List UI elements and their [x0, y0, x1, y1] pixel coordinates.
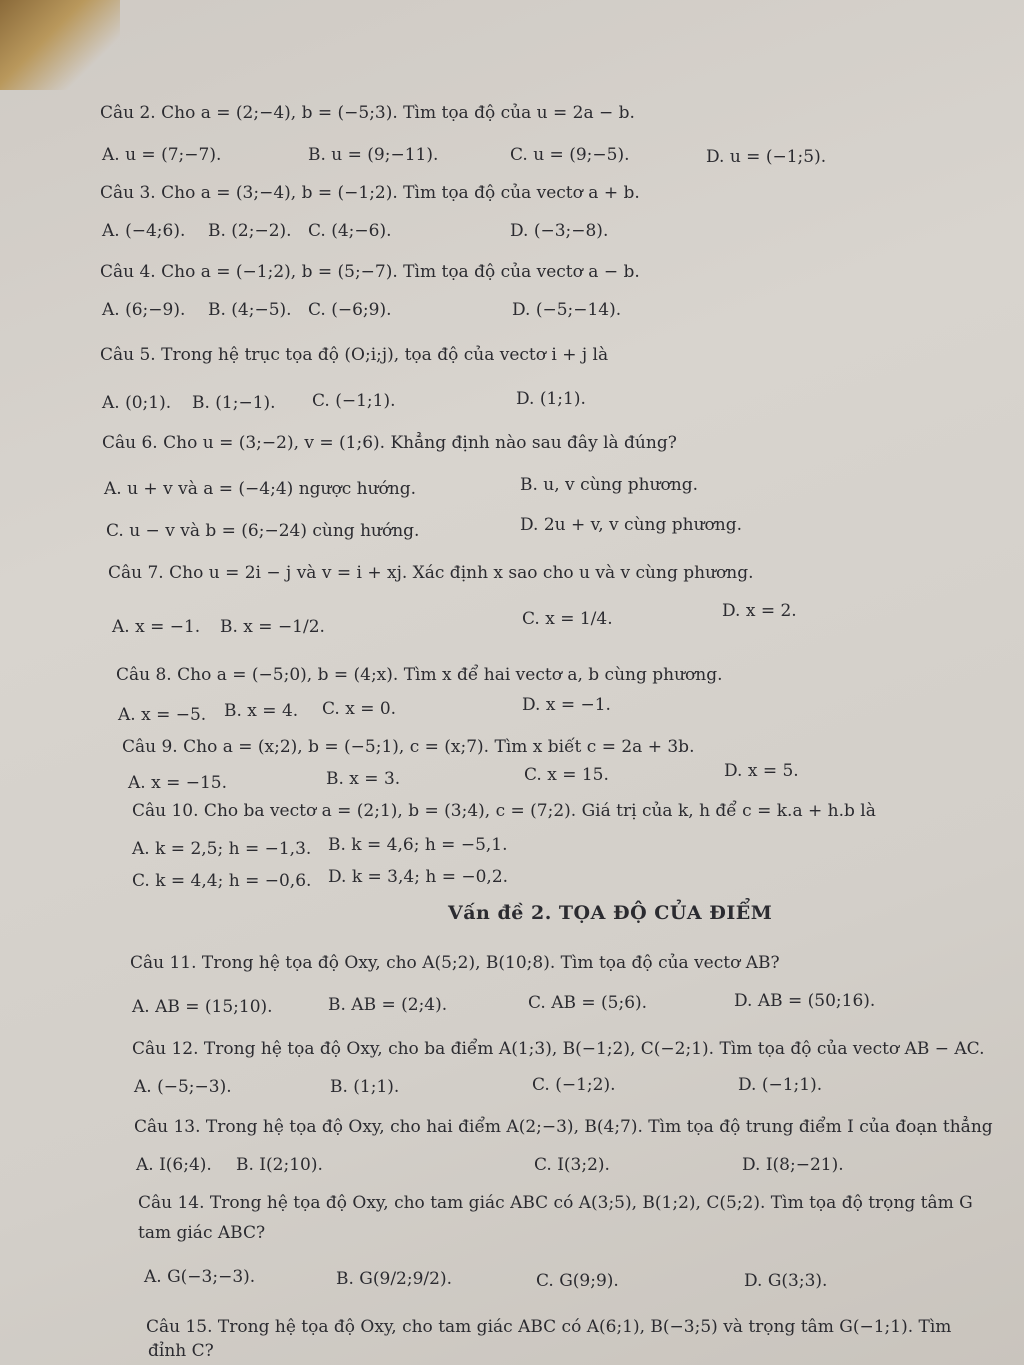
question-14-option-c: C. G(9;9). [536, 1271, 619, 1291]
question-3-option-a: A. (−4;6). [102, 221, 186, 241]
question-12-option-d: D. (−1;1). [738, 1075, 823, 1095]
question-4-option-d: D. (−5;−14). [512, 300, 622, 320]
question-5-option-c: C. (−1;1). [312, 391, 396, 411]
question-15-stem-continued: đỉnh C? [148, 1341, 214, 1361]
question-11-option-c: C. AB = (5;6). [528, 993, 648, 1013]
question-8-option-b: B. x = 4. [224, 701, 299, 721]
question-9-stem: Câu 9. Cho a = (x;2), b = (−5;1), c = (x;7). Tìm x biết c = 2a + 3b. [122, 737, 695, 757]
question-5-option-b: B. (1;−1). [192, 393, 276, 413]
question-14-stem: Câu 14. Trong hệ tọa độ Oxy, cho tam giác ABC có A(3;5), B(1;2), C(5;2). Tìm tọa độ trọng tâm G [138, 1193, 973, 1213]
question-3-option-d: D. (−3;−8). [510, 221, 609, 241]
paper-corner-shadow [0, 0, 120, 90]
question-8-stem: Câu 8. Cho a = (−5;0), b = (4;x). Tìm x để hai vectơ a, b cùng phương. [116, 665, 723, 685]
question-2-option-a: A. u = (7;−7). [102, 145, 222, 165]
question-15-stem: Câu 15. Trong hệ tọa độ Oxy, cho tam giác ABC có A(6;1), B(−3;5) và trọng tâm G(−1;1). Tìm [146, 1317, 952, 1337]
question-7-option-a: A. x = −1. [112, 617, 201, 637]
section-heading: Vấn đề 2. TỌA ĐỘ CỦA ĐIỂM [448, 902, 773, 924]
question-6-option-b: B. u, v cùng phương. [520, 475, 699, 495]
question-13-option-b: B. I(2;10). [236, 1155, 323, 1175]
question-9-option-b: B. x = 3. [326, 769, 401, 789]
question-7-option-c: C. x = 1/4. [522, 609, 613, 629]
question-11-option-b: B. AB = (2;4). [328, 995, 448, 1015]
question-2-option-d: D. u = (−1;5). [706, 147, 827, 167]
question-8-option-d: D. x = −1. [522, 695, 611, 715]
question-13-option-d: D. I(8;−21). [742, 1155, 844, 1175]
question-10-option-d: D. k = 3,4; h = −0,2. [328, 867, 509, 887]
question-5-option-a: A. (0;1). [102, 393, 172, 413]
question-5-stem: Câu 5. Trong hệ trục tọa độ (O;i;j), tọa độ của vectơ i + j là [100, 345, 609, 365]
question-4-stem: Câu 4. Cho a = (−1;2), b = (5;−7). Tìm tọa độ của vectơ a − b. [100, 262, 640, 282]
question-14-option-a: A. G(−3;−3). [144, 1267, 256, 1287]
question-4-option-c: C. (−6;9). [308, 300, 392, 320]
question-11-option-a: A. AB = (15;10). [132, 997, 273, 1017]
question-2-stem: Câu 2. Cho a = (2;−4), b = (−5;3). Tìm tọa độ của u = 2a − b. [100, 103, 635, 123]
question-12-option-a: A. (−5;−3). [134, 1077, 232, 1097]
question-8-option-c: C. x = 0. [322, 699, 397, 719]
question-10-stem: Câu 10. Cho ba vectơ a = (2;1), b = (3;4), c = (7;2). Giá trị của k, h để c = k.a + h.b là [132, 801, 876, 821]
question-3-option-c: C. (4;−6). [308, 221, 392, 241]
question-13-option-a: A. I(6;4). [136, 1155, 212, 1175]
question-2-option-c: C. u = (9;−5). [510, 145, 630, 165]
question-10-option-b: B. k = 4,6; h = −5,1. [328, 835, 508, 855]
question-7-option-b: B. x = −1/2. [220, 617, 325, 637]
question-4-option-b: B. (4;−5). [208, 300, 292, 320]
question-3-stem: Câu 3. Cho a = (3;−4), b = (−1;2). Tìm tọa độ của vectơ a + b. [100, 183, 640, 203]
question-10-option-c: C. k = 4,4; h = −0,6. [132, 871, 312, 891]
question-11-option-d: D. AB = (50;16). [734, 991, 876, 1011]
question-9-option-c: C. x = 15. [524, 765, 609, 785]
question-13-stem: Câu 13. Trong hệ tọa độ Oxy, cho hai điểm A(2;−3), B(4;7). Tìm tọa độ trung điểm I của đoạn thẳng [134, 1117, 993, 1137]
question-4-option-a: A. (6;−9). [102, 300, 186, 320]
question-10-option-a: A. k = 2,5; h = −1,3. [132, 839, 312, 859]
question-12-option-b: B. (1;1). [330, 1077, 400, 1097]
question-7-stem: Câu 7. Cho u = 2i − j và v = i + xj. Xác định x sao cho u và v cùng phương. [108, 563, 754, 583]
question-11-stem: Câu 11. Trong hệ tọa độ Oxy, cho A(5;2), B(10;8). Tìm tọa độ của vectơ AB? [130, 953, 780, 973]
question-6-stem: Câu 6. Cho u = (3;−2), v = (1;6). Khẳng định nào sau đây là đúng? [102, 433, 677, 453]
question-9-option-a: A. x = −15. [128, 773, 228, 793]
question-12-option-c: C. (−1;2). [532, 1075, 616, 1095]
question-14-option-b: B. G(9/2;9/2). [336, 1269, 452, 1289]
question-6-option-a: A. u + v và a = (−4;4) ngược hướng. [104, 479, 417, 499]
question-13-option-c: C. I(3;2). [534, 1155, 610, 1175]
question-12-stem: Câu 12. Trong hệ tọa độ Oxy, cho ba điểm A(1;3), B(−1;2), C(−2;1). Tìm tọa độ của vectơ AB − AC. [132, 1039, 985, 1059]
question-6-option-d: D. 2u + v, v cùng phương. [520, 515, 743, 535]
question-8-option-a: A. x = −5. [118, 705, 207, 725]
question-14-option-d: D. G(3;3). [744, 1271, 828, 1291]
worksheet-page [70, 80, 1024, 1365]
question-2-option-b: B. u = (9;−11). [308, 145, 439, 165]
question-9-option-d: D. x = 5. [724, 761, 799, 781]
question-3-option-b: B. (2;−2). [208, 221, 292, 241]
question-6-option-c: C. u − v và b = (6;−24) cùng hướng. [106, 521, 420, 541]
question-5-option-d: D. (1;1). [516, 389, 586, 409]
question-14-stem-continued: tam giác ABC? [138, 1223, 266, 1243]
question-7-option-d: D. x = 2. [722, 601, 797, 621]
